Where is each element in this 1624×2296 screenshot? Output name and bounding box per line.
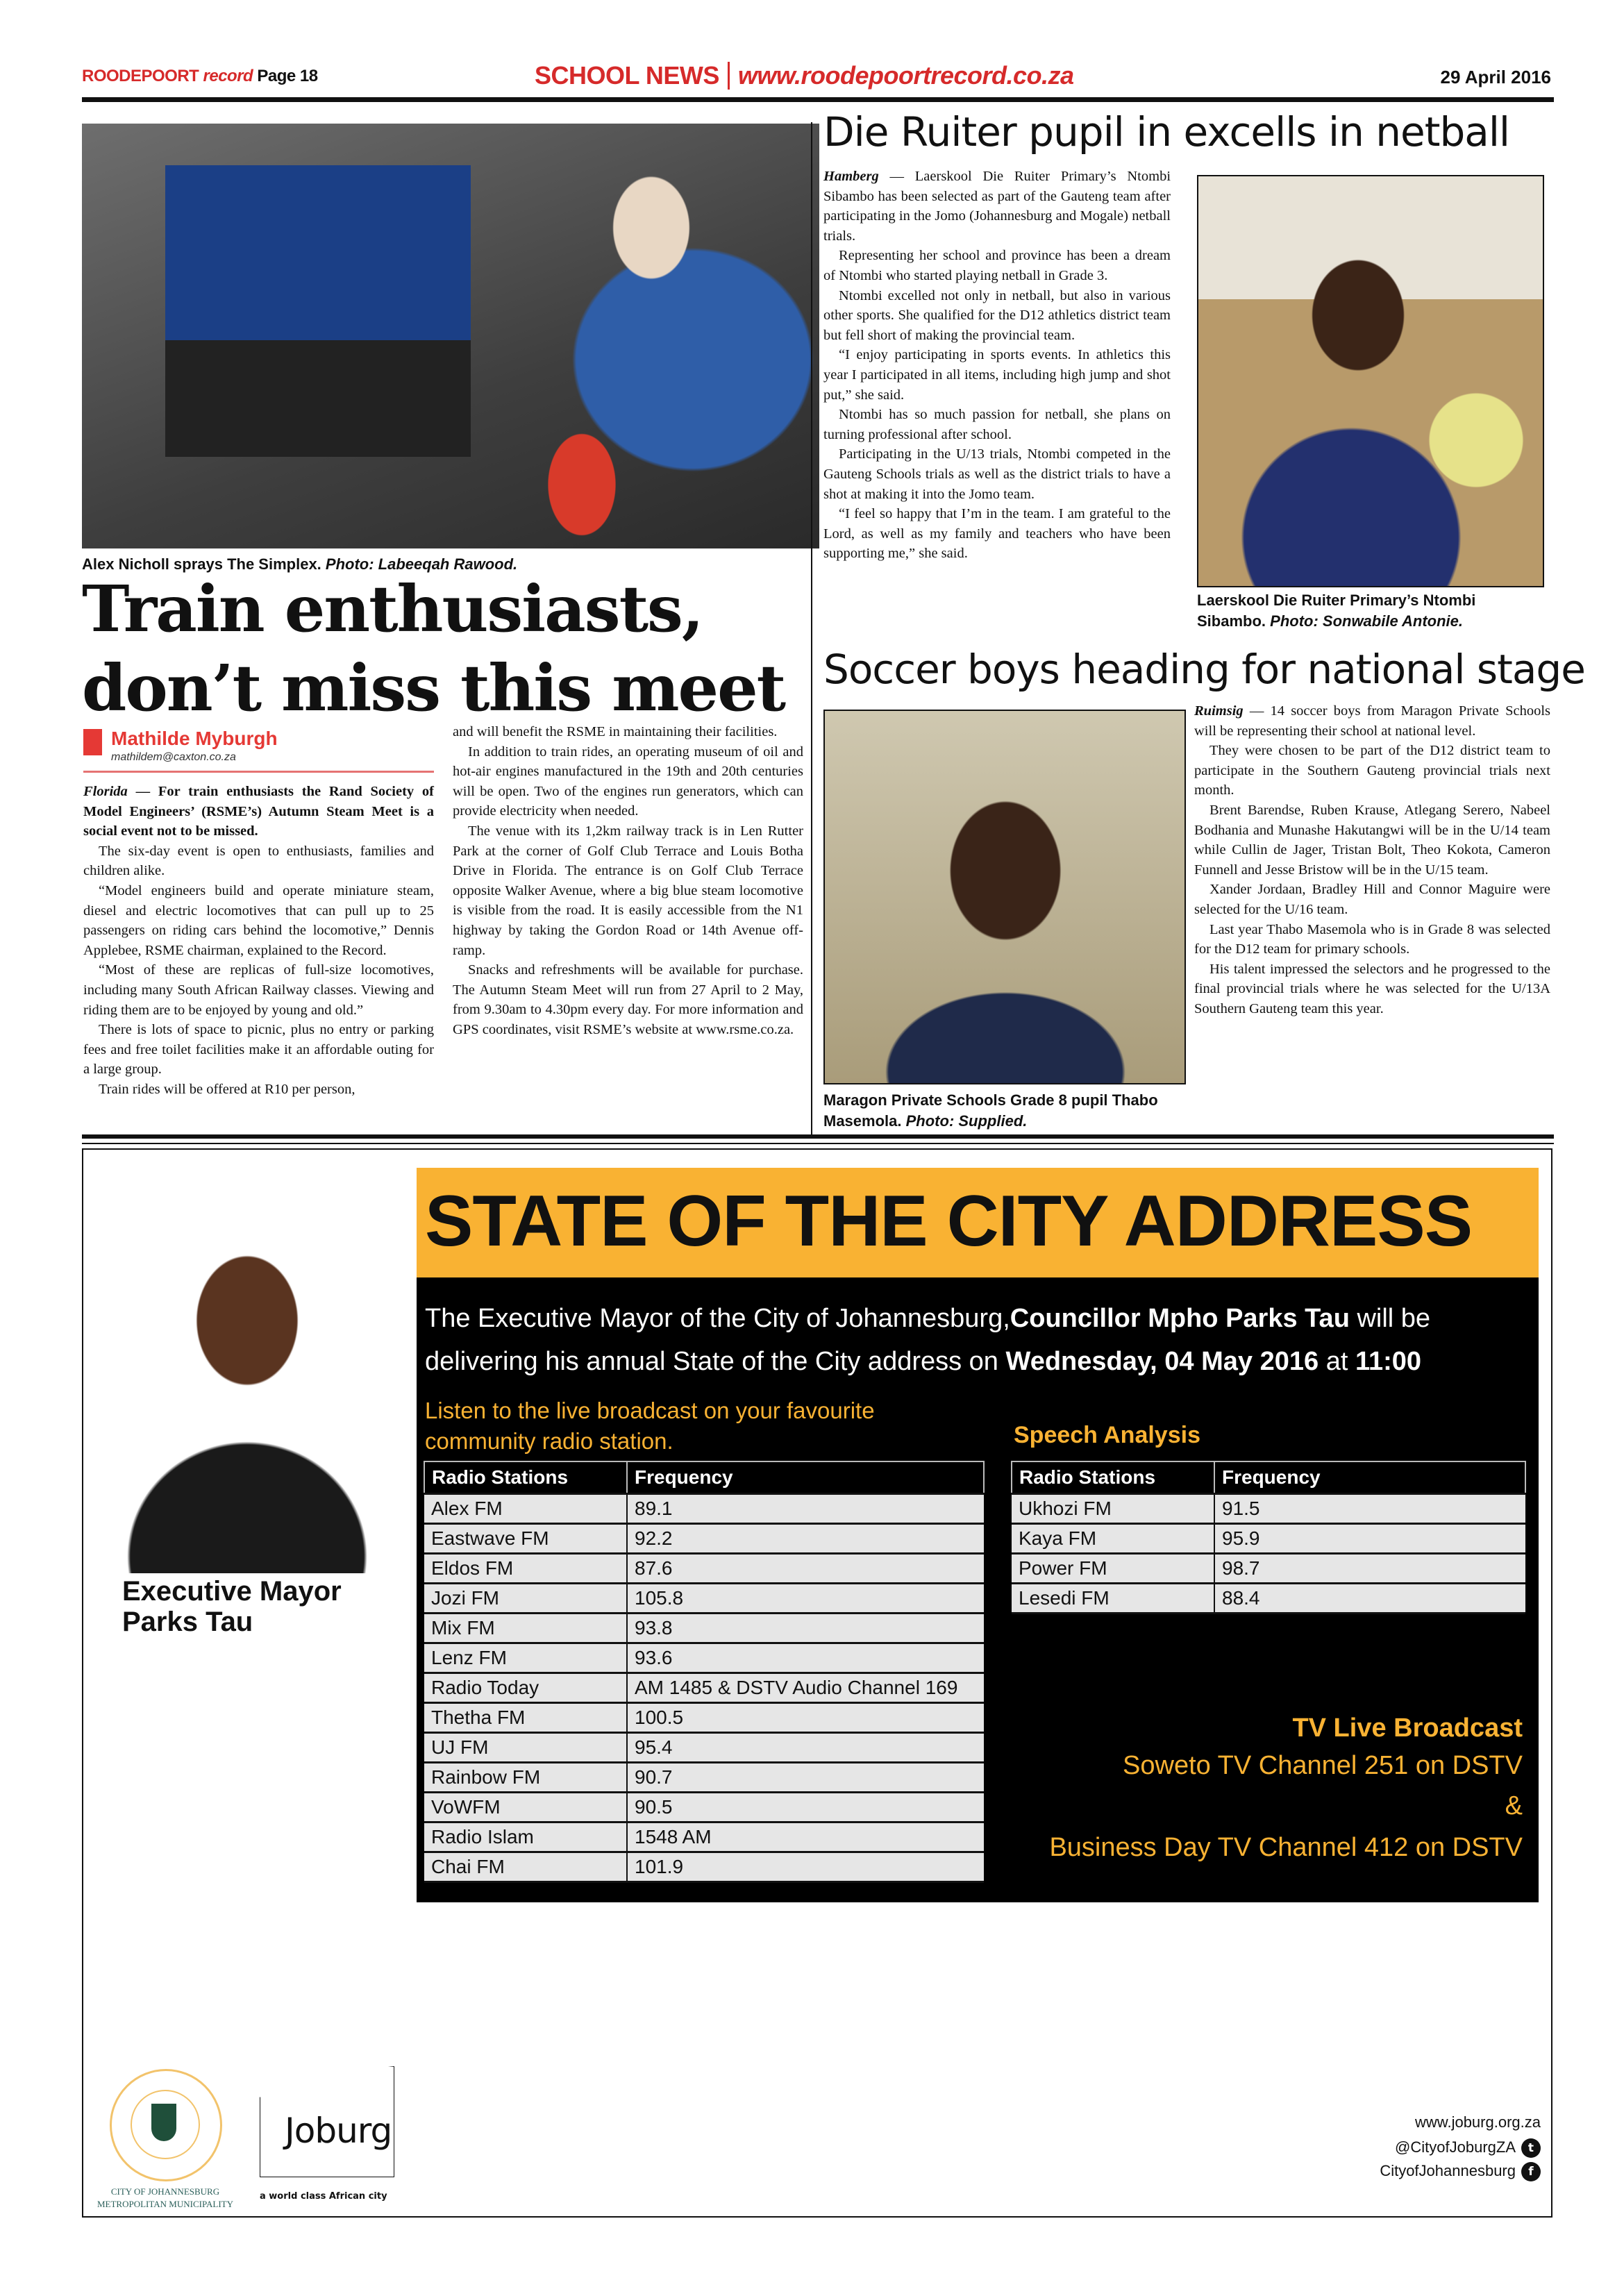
table-row: Thetha FM 100.5 bbox=[424, 1703, 984, 1733]
paragraph: His talent impressed the selectors and he progressed to the final provincial trials where he was selected for the U/13A Southern Gauteng team this year. bbox=[1194, 961, 1550, 1016]
mayor-photo bbox=[94, 1168, 400, 1573]
train-headline bbox=[82, 569, 785, 728]
train-photo-caption: Alex Nicholl sprays The Simplex. Photo: Labeeqah Rawood. bbox=[82, 555, 518, 573]
table-row: Mix FM 93.8 bbox=[424, 1614, 984, 1643]
headline-line-1: Train enthusiasts, bbox=[82, 571, 703, 646]
lead-paragraph: Hamberg — Laerskool Die Ruiter Primary’s Ntombi Sibambo has been selected as part of the Gauteng team after participating in the Jomo (Johannesburg and Mogale) netball trials. bbox=[823, 169, 1171, 244]
facebook-handle[interactable]: CityofJohannesburg bbox=[1380, 2162, 1516, 2179]
paragraph: The six-day event is open to enthusiasts, families and children alike. bbox=[83, 843, 434, 879]
twitter-icon[interactable]: t bbox=[1521, 2138, 1541, 2158]
municipality-name: CITY OF JOHANNESBURG METROPOLITAN MUNICIPALITY bbox=[97, 2186, 233, 2209]
paragraph: Ntombi excelled not only in netball, but also in various other sports. She qualified for the D12 athletics district team but fell short of making the provincial team. bbox=[823, 287, 1171, 343]
tv-channel-soweto: Soweto TV Channel 251 on DSTV bbox=[1123, 1751, 1523, 1780]
table-row: Eastwave FM 92.2 bbox=[424, 1524, 984, 1554]
author-name: Mathilde Myburgh bbox=[111, 728, 278, 749]
headline-line-2: don’t miss this meet bbox=[82, 651, 785, 726]
lead-paragraph: Florida — For train enthusiasts the Rand Society of Model Engineers’ (RSME’s) Autumn Steam Meet is a social event not to be missed. bbox=[83, 784, 434, 839]
train-column-2 bbox=[453, 722, 803, 1040]
section-rule bbox=[82, 1134, 1554, 1139]
website-link[interactable]: www.roodepoortrecord.co.za bbox=[737, 61, 1074, 90]
soccer-headline: Soccer boys heading for national stage bbox=[823, 646, 1585, 693]
byline-rule bbox=[83, 771, 434, 773]
joburg-wordmark: Joburg bbox=[285, 2111, 392, 2151]
train-column-1 bbox=[83, 782, 434, 1100]
soccer-photo bbox=[823, 710, 1186, 1084]
speech-analysis-heading: Speech Analysis bbox=[1014, 1422, 1200, 1448]
table-row: Radio Islam 1548 AM bbox=[424, 1822, 984, 1852]
paragraph: Xander Jordaan, Bradley Hill and Connor Maguire were selected for the U/16 team. bbox=[1194, 882, 1550, 917]
twitter-handle[interactable]: @CityofJoburgZA bbox=[1395, 2138, 1516, 2156]
column-header: Radio Stations bbox=[1012, 1461, 1214, 1494]
table-row: Lenz FM 93.6 bbox=[424, 1643, 984, 1673]
table-row: Alex FM 89.1 bbox=[424, 1494, 984, 1524]
paragraph: In addition to train rides, an operating museum of oil and hot-air engines manufactured in the 19th and 20th centuries will be open. Two of the engines run generators, which can provide electricity when needed. bbox=[453, 744, 803, 819]
speech-analysis-table bbox=[1011, 1461, 1526, 1614]
tv-channel-businessday: Business Day TV Channel 412 on DSTV bbox=[1049, 1833, 1523, 1862]
table-row: Chai FM 101.9 bbox=[424, 1852, 984, 1882]
paragraph: There is lots of space to picnic, plus no entry or parking fees and free toilet facilities make it an affordable outing for a large group. bbox=[83, 1022, 434, 1078]
listen-prompt: Listen to the live broadcast on your favourite community radio station. bbox=[425, 1398, 875, 1454]
paragraph: Ntombi has so much passion for netball, she plans on turning professional after school. bbox=[823, 407, 1171, 442]
mayor-caption: Executive Mayor Parks Tau bbox=[122, 1576, 342, 1637]
table-row: Rainbow FM 90.7 bbox=[424, 1763, 984, 1793]
paragraph: The venue with its 1,2km railway track is in Len Rutter Park at the corner of Golf Club Terrace and Louis Botha Drive in Florida. The entrance is on Golf Club Terrace opposite Walker Avenue, where a big blue steam locomotive is visible from the road. It is easily accessible from the N1 highway by taking the Gordon Road or 14th Avenue off-ramp. bbox=[453, 823, 803, 958]
joburg-website-link[interactable]: www.joburg.org.za bbox=[1415, 2113, 1541, 2131]
paragraph: Participating in the U/13 trials, Ntombi competed in the Gauteng Schools trials as well as the district trials to have a shot at making it into the Jomo team. bbox=[823, 446, 1171, 502]
masthead-left bbox=[82, 67, 318, 86]
page-number: Page 18 bbox=[257, 67, 318, 85]
paragraph: “I feel so happy that I’m in the team. I am grateful to the Lord, as well as my family and teachers who have been supporting me,” she said. bbox=[823, 506, 1171, 562]
paragraph: “Most of these are replicas of full-size locomotives, including many South African Railway classes. Viewing and riding them are to be enjoyed by young and old.” bbox=[83, 962, 434, 1018]
coat-of-arms-icon bbox=[151, 2104, 176, 2141]
train-photo bbox=[82, 124, 819, 548]
column-header: Frequency bbox=[1214, 1461, 1525, 1494]
table-row: Kaya FM 95.9 bbox=[1012, 1524, 1525, 1554]
paragraph: Brent Barendse, Ruben Krause, Atlegang Serero, Nabeel Bodhania and Munashe Hakutangwi will be in the U/14 team while Cullin de Jager, Tristan Bolt, Theo Kokota, Cameron Funnell and Jesse Bristow will be in the U/15 team. bbox=[1194, 802, 1550, 878]
section-title: SCHOOL NEWS bbox=[535, 61, 719, 90]
section-rule-thin bbox=[82, 1143, 1554, 1144]
table-row: UJ FM 95.4 bbox=[424, 1733, 984, 1763]
paragraph: Last year Thabo Masemola who is in Grade 8 was selected for the D12 team for primary schools. bbox=[1194, 921, 1550, 957]
table-row: Eldos FM 87.6 bbox=[424, 1554, 984, 1584]
section-header bbox=[535, 61, 1074, 90]
paragraph: Snacks and refreshments will be available for purchase. The Autumn Steam Meet will run from 27 April to 2 May, from 9.30am to 4.30pm every day. For more information and GPS coordinates, visit RSME’s website at www.rsme.co.za. bbox=[453, 962, 803, 1037]
lead-paragraph: Ruimsig — 14 soccer boys from Maragon Private Schools will be representing their school at national level. bbox=[1194, 703, 1551, 739]
table-row: VoWFM 90.5 bbox=[424, 1793, 984, 1822]
tv-ampersand: & bbox=[1505, 1791, 1523, 1820]
netball-column bbox=[823, 167, 1171, 564]
table-row: Lesedi FM 88.4 bbox=[1012, 1584, 1525, 1614]
column-header: Frequency bbox=[627, 1461, 984, 1494]
column-divider bbox=[811, 122, 812, 1136]
joburg-tagline: a world class African city bbox=[260, 2191, 387, 2202]
tv-broadcast-heading: TV Live Broadcast bbox=[1292, 1713, 1523, 1743]
netball-headline: Die Ruiter pupil in excells in netball bbox=[823, 108, 1510, 156]
table-row: Ukhozi FM 91.5 bbox=[1012, 1494, 1525, 1524]
community-radio-table bbox=[424, 1461, 985, 1883]
netball-photo-caption: Laerskool Die Ruiter Primary’s Ntombi Sibambo. Photo: Sonwabile Antonie. bbox=[1197, 592, 1476, 630]
brand-name: ROODEPOORT record bbox=[82, 67, 253, 85]
advert-intro: The Executive Mayor of the City of Johannesburg,Councillor Mpho Parks Tau will be delivering his annual State of the City address on Wednesday, 04 May 2016 at 11:00 bbox=[425, 1304, 1431, 1376]
paragraph: They were chosen to be part of the D12 district team to participate in the Southern Gauteng provincial trials next month. bbox=[1194, 743, 1550, 798]
author-email[interactable]: mathildem@caxton.co.za bbox=[111, 751, 236, 763]
issue-date: 29 April 2016 bbox=[1440, 67, 1551, 87]
table-row: Jozi FM 105.8 bbox=[424, 1584, 984, 1614]
facebook-icon[interactable]: f bbox=[1521, 2162, 1541, 2181]
column-header: Radio Stations bbox=[424, 1461, 627, 1494]
table-row: Power FM 98.7 bbox=[1012, 1554, 1525, 1584]
paragraph: and will benefit the RSME in maintaining their facilities. bbox=[453, 724, 778, 739]
table-row: Radio Today AM 1485 & DSTV Audio Channel 169 bbox=[424, 1673, 984, 1703]
soccer-column bbox=[1194, 701, 1550, 1019]
paragraph: Representing her school and province has been a dream of Ntombi who started playing netball in Grade 3. bbox=[823, 248, 1171, 283]
soccer-photo-caption: Maragon Private Schools Grade 8 pupil Thabo Masemola. Photo: Supplied. bbox=[823, 1091, 1158, 1130]
netball-photo bbox=[1197, 175, 1544, 587]
advert-title: STATE OF THE CITY ADDRESS bbox=[425, 1181, 1473, 1262]
paragraph: “I enjoy participating in sports events. In athletics this year I participated in all items, including high jump and shot put,” she said. bbox=[823, 347, 1171, 403]
paragraph: Train rides will be offered at R10 per person, bbox=[99, 1081, 355, 1097]
divider bbox=[728, 62, 730, 90]
header-rule bbox=[82, 97, 1554, 102]
byline-marker bbox=[83, 729, 102, 755]
paragraph: “Model engineers build and operate miniature steam, diesel and electric locomotives that can pull up to 25 passengers on riding cars behind the locomotive,” Dennis Applebee, RSME chairman, explained to the Record. bbox=[83, 882, 434, 958]
